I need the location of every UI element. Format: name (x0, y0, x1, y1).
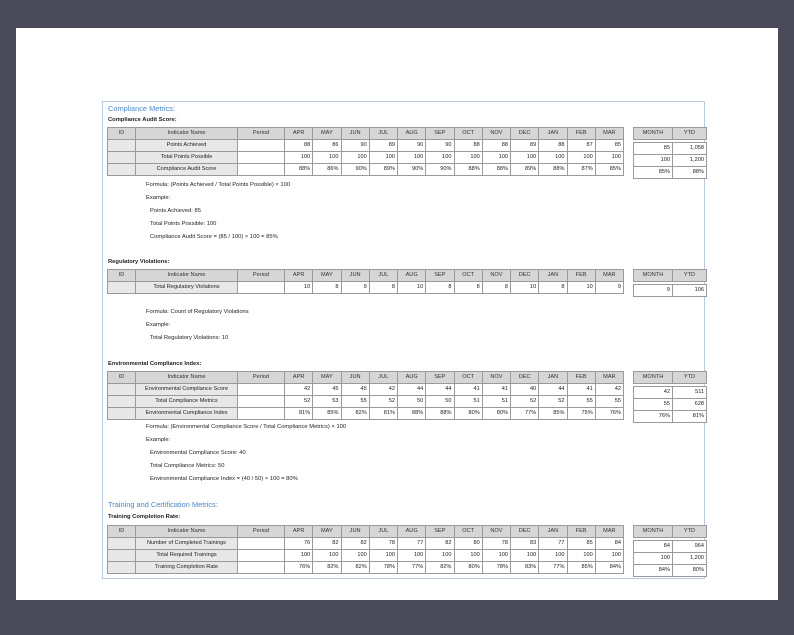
violations-example-label: Example: (146, 322, 171, 328)
header-month-total: MONTH (634, 372, 673, 384)
value-cell-feb: 100 (567, 152, 595, 164)
value-cell-nov: 41 (482, 384, 510, 396)
header-month-jul: JUL (369, 526, 397, 538)
value-cell-mar: 84% (595, 562, 623, 574)
audit-score-title: Compliance Audit Score: (108, 117, 177, 123)
header-row (108, 526, 624, 538)
value-cell-nov: 100 (482, 550, 510, 562)
header-row (108, 128, 624, 140)
value-cell-mar: 100 (595, 152, 623, 164)
value-cell-dec: 83% (511, 562, 539, 574)
indicator-name: Total Compliance Metrics (136, 396, 238, 408)
value-cell-jul: 52 (369, 396, 397, 408)
value-cell-oct: 41 (454, 384, 482, 396)
indicator-name: Total Regulatory Violations (136, 282, 238, 294)
value-cell-mar: 76% (595, 408, 623, 420)
header-month-may: MAY (313, 270, 341, 282)
audit-formula: Formula: (Points Achieved / Total Points Possible) × 100 (146, 182, 291, 188)
summary-row (634, 167, 707, 179)
value-cell-apr: 100 (285, 152, 313, 164)
header-month-apr: APR (285, 526, 313, 538)
value-cell-aug: 10 (398, 282, 426, 294)
value-cell-may: 85% (313, 408, 341, 420)
header-month-mar: MAR (595, 128, 623, 140)
value-cell-apr: 52 (285, 396, 313, 408)
header-month-jun: JUN (341, 128, 369, 140)
value-cell-feb: 87% (567, 164, 595, 176)
summary-row (634, 143, 707, 155)
table-row (108, 282, 624, 294)
value-cell-feb: 75% (567, 408, 595, 420)
document-frame (102, 101, 705, 579)
audit-example-label: Example: (146, 195, 171, 201)
audit-example-line-1: Points Achieved: 85 (150, 208, 201, 214)
header-month-dec: DEC (511, 526, 539, 538)
header-month-oct: OCT (454, 526, 482, 538)
environmental-example-line-3: Environmental Compliance Index = (40 / 50) × 100 = 80% (150, 476, 298, 482)
summary-row (634, 553, 707, 565)
header-month-feb: FEB (567, 270, 595, 282)
value-cell-aug: 90% (398, 164, 426, 176)
header-period: Period (238, 270, 285, 282)
header-month-jan: JAN (539, 128, 567, 140)
ytd-value: 964 (673, 541, 707, 553)
value-cell-jan: 88% (539, 164, 567, 176)
indicator-name: Total Required Trainings (136, 550, 238, 562)
value-cell-aug: 88% (398, 408, 426, 420)
value-cell-jun: 100 (341, 152, 369, 164)
violations-table (107, 269, 624, 294)
value-cell-sep: 100 (426, 550, 454, 562)
header-row (108, 270, 624, 282)
header-id: ID (108, 270, 136, 282)
value-cell-mar: 55 (595, 396, 623, 408)
value-cell-jan: 8 (539, 282, 567, 294)
ytd-value: 1,200 (673, 553, 707, 565)
table-row (108, 538, 624, 550)
header-month-oct: OCT (454, 270, 482, 282)
header-month-aug: AUG (398, 526, 426, 538)
value-cell-apr: 88 (285, 140, 313, 152)
value-cell-mar: 100 (595, 550, 623, 562)
value-cell-jun: 90 (341, 140, 369, 152)
ytd-value: 88% (673, 167, 707, 179)
table-row (108, 140, 624, 152)
indicator-name: Points Achieved (136, 140, 238, 152)
value-cell-jun: 45 (341, 384, 369, 396)
summary-row (634, 541, 707, 553)
header-month-aug: AUG (398, 372, 426, 384)
period-cell (238, 384, 285, 396)
header-month-aug: AUG (398, 128, 426, 140)
period-cell (238, 562, 285, 574)
value-cell-apr: 42 (285, 384, 313, 396)
header-indicator-name: Indicator Name (136, 526, 238, 538)
row-id-cell (108, 140, 136, 152)
value-cell-apr: 81% (285, 408, 313, 420)
header-month-aug: AUG (398, 270, 426, 282)
value-cell-apr: 88% (285, 164, 313, 176)
summary-row (634, 285, 707, 297)
value-cell-nov: 88% (482, 164, 510, 176)
value-cell-feb: 100 (567, 550, 595, 562)
header-month-jan: JAN (539, 526, 567, 538)
environmental-formula: Formula: (Environmental Compliance Score / Total Compliance Metrics) × 100 (146, 424, 347, 430)
summary-header-row (634, 128, 707, 140)
ytd-value: 1,058 (673, 143, 707, 155)
value-cell-aug: 100 (398, 152, 426, 164)
header-indicator-name: Indicator Name (136, 128, 238, 140)
value-cell-mar: 42 (595, 384, 623, 396)
value-cell-may: 45 (313, 384, 341, 396)
value-cell-jun: 55 (341, 396, 369, 408)
indicator-name: Total Points Possible (136, 152, 238, 164)
value-cell-aug: 77 (398, 538, 426, 550)
header-month-jan: JAN (539, 270, 567, 282)
value-cell-dec: 52 (511, 396, 539, 408)
summary-header-row (634, 270, 707, 282)
environmental-example-line-1: Environmental Compliance Score: 40 (150, 450, 246, 456)
period-cell (238, 164, 285, 176)
header-month-nov: NOV (482, 526, 510, 538)
header-period: Period (238, 372, 285, 384)
value-cell-nov: 8 (482, 282, 510, 294)
value-cell-sep: 44 (426, 384, 454, 396)
header-month-total: MONTH (634, 128, 673, 140)
value-cell-mar: 9 (595, 282, 623, 294)
header-month-jun: JUN (341, 270, 369, 282)
value-cell-may: 100 (313, 152, 341, 164)
violations-summary (633, 269, 707, 297)
row-id-cell (108, 152, 136, 164)
value-cell-sep: 82 (426, 538, 454, 550)
header-month-apr: APR (285, 372, 313, 384)
environmental-title: Environmental Compliance Index: (108, 361, 202, 367)
value-cell-aug: 44 (398, 384, 426, 396)
header-month-sep: SEP (426, 270, 454, 282)
section-title-compliance: Compliance Metrics: (108, 104, 175, 113)
value-cell-jul: 8 (369, 282, 397, 294)
header-month-feb: FEB (567, 372, 595, 384)
value-cell-dec: 100 (511, 550, 539, 562)
value-cell-sep: 90 (426, 140, 454, 152)
month-value: 100 (634, 553, 673, 565)
value-cell-jun: 82% (341, 408, 369, 420)
training-summary (633, 525, 707, 577)
header-ytd: YTD (673, 372, 707, 384)
ytd-value: 628 (673, 399, 707, 411)
ytd-value: 511 (673, 387, 707, 399)
value-cell-dec: 40 (511, 384, 539, 396)
indicator-name: Environmental Compliance Index (136, 408, 238, 420)
environmental-example-line-2: Total Compliance Metrics: 50 (150, 463, 225, 469)
value-cell-jul: 89% (369, 164, 397, 176)
table-header (108, 128, 624, 140)
value-cell-oct: 8 (454, 282, 482, 294)
period-cell (238, 550, 285, 562)
value-cell-dec: 83 (511, 538, 539, 550)
value-cell-oct: 100 (454, 152, 482, 164)
header-month-oct: OCT (454, 372, 482, 384)
row-id-cell (108, 408, 136, 420)
header-month-feb: FEB (567, 128, 595, 140)
header-id: ID (108, 372, 136, 384)
header-id: ID (108, 526, 136, 538)
header-month-may: MAY (313, 526, 341, 538)
indicator-name: Number of Completed Trainings (136, 538, 238, 550)
period-cell (238, 396, 285, 408)
value-cell-may: 86 (313, 140, 341, 152)
table-row (108, 152, 624, 164)
value-cell-feb: 10 (567, 282, 595, 294)
value-cell-oct: 88 (454, 140, 482, 152)
value-cell-jun: 82 (341, 538, 369, 550)
row-id-cell (108, 164, 136, 176)
header-indicator-name: Indicator Name (136, 270, 238, 282)
value-cell-sep: 88% (426, 408, 454, 420)
value-cell-aug: 50 (398, 396, 426, 408)
value-cell-oct: 80% (454, 562, 482, 574)
table-row (108, 396, 624, 408)
header-month-jul: JUL (369, 270, 397, 282)
value-cell-jan: 100 (539, 152, 567, 164)
ytd-value: 80% (673, 565, 707, 577)
month-value: 84 (634, 541, 673, 553)
value-cell-mar: 85 (595, 140, 623, 152)
value-cell-jun: 9 (341, 282, 369, 294)
header-month-jul: JUL (369, 372, 397, 384)
value-cell-jul: 81% (369, 408, 397, 420)
value-cell-may: 82 (313, 538, 341, 550)
value-cell-sep: 50 (426, 396, 454, 408)
header-period: Period (238, 128, 285, 140)
row-id-cell (108, 550, 136, 562)
value-cell-nov: 78 (482, 538, 510, 550)
month-value: 9 (634, 285, 673, 297)
period-cell (238, 408, 285, 420)
header-month-oct: OCT (454, 128, 482, 140)
value-cell-jul: 100 (369, 152, 397, 164)
indicator-name: Training Completion Rate (136, 562, 238, 574)
value-cell-may: 86% (313, 164, 341, 176)
value-cell-feb: 87 (567, 140, 595, 152)
month-value: 85% (634, 167, 673, 179)
audit-score-table (107, 127, 624, 176)
period-cell (238, 282, 285, 294)
value-cell-aug: 77% (398, 562, 426, 574)
value-cell-apr: 76% (285, 562, 313, 574)
month-value: 55 (634, 399, 673, 411)
header-month-sep: SEP (426, 128, 454, 140)
table-row (108, 408, 624, 420)
table-row (108, 562, 624, 574)
header-month-mar: MAR (595, 372, 623, 384)
summary-header-row (634, 526, 707, 538)
value-cell-apr: 10 (285, 282, 313, 294)
value-cell-may: 8 (313, 282, 341, 294)
header-month-mar: MAR (595, 526, 623, 538)
header-month-nov: NOV (482, 128, 510, 140)
value-cell-jul: 42 (369, 384, 397, 396)
environmental-example-label: Example: (146, 437, 171, 443)
value-cell-nov: 100 (482, 152, 510, 164)
header-month-apr: APR (285, 128, 313, 140)
header-month-dec: DEC (511, 372, 539, 384)
month-value: 84% (634, 565, 673, 577)
value-cell-dec: 100 (511, 152, 539, 164)
value-cell-nov: 51 (482, 396, 510, 408)
ytd-value: 106 (673, 285, 707, 297)
header-month-jan: JAN (539, 372, 567, 384)
value-cell-jul: 78% (369, 562, 397, 574)
value-cell-feb: 41 (567, 384, 595, 396)
period-cell (238, 152, 285, 164)
value-cell-jan: 88 (539, 140, 567, 152)
value-cell-oct: 88% (454, 164, 482, 176)
indicator-name: Compliance Audit Score (136, 164, 238, 176)
month-value: 76% (634, 411, 673, 423)
violations-title: Regulatory Violations: (108, 259, 170, 265)
value-cell-oct: 100 (454, 550, 482, 562)
violations-formula: Formula: Count of Regulatory Violations (146, 309, 249, 315)
summary-row (634, 155, 707, 167)
indicator-name: Environmental Compliance Score (136, 384, 238, 396)
header-month-apr: APR (285, 270, 313, 282)
header-month-sep: SEP (426, 526, 454, 538)
value-cell-oct: 80% (454, 408, 482, 420)
header-row (108, 372, 624, 384)
value-cell-dec: 89% (511, 164, 539, 176)
value-cell-jun: 82% (341, 562, 369, 574)
value-cell-feb: 85 (567, 538, 595, 550)
header-ytd: YTD (673, 526, 707, 538)
audit-example-line-3: Compliance Audit Score = (85 / 100) × 100 = 85% (150, 234, 278, 240)
row-id-cell (108, 562, 136, 574)
period-cell (238, 140, 285, 152)
header-month-dec: DEC (511, 270, 539, 282)
value-cell-jan: 44 (539, 384, 567, 396)
value-cell-may: 53 (313, 396, 341, 408)
header-month-feb: FEB (567, 526, 595, 538)
value-cell-feb: 85% (567, 562, 595, 574)
value-cell-jan: 52 (539, 396, 567, 408)
summary-row (634, 387, 707, 399)
table-row (108, 384, 624, 396)
header-month-nov: NOV (482, 270, 510, 282)
training-table (107, 525, 624, 574)
summary-header-row (634, 372, 707, 384)
value-cell-oct: 51 (454, 396, 482, 408)
value-cell-may: 100 (313, 550, 341, 562)
header-month-may: MAY (313, 128, 341, 140)
value-cell-sep: 100 (426, 152, 454, 164)
value-cell-may: 82% (313, 562, 341, 574)
header-month-sep: SEP (426, 372, 454, 384)
summary-row (634, 399, 707, 411)
paper-sheet (16, 28, 778, 600)
value-cell-oct: 80 (454, 538, 482, 550)
ytd-value: 1,200 (673, 155, 707, 167)
value-cell-apr: 100 (285, 550, 313, 562)
summary-row (634, 411, 707, 423)
table-row (108, 550, 624, 562)
month-value: 85 (634, 143, 673, 155)
header-ytd: YTD (673, 270, 707, 282)
month-value: 42 (634, 387, 673, 399)
row-id-cell (108, 282, 136, 294)
value-cell-dec: 89 (511, 140, 539, 152)
header-month-mar: MAR (595, 270, 623, 282)
value-cell-jun: 100 (341, 550, 369, 562)
section-title-training: Training and Certification Metrics: (108, 500, 218, 509)
value-cell-dec: 77% (511, 408, 539, 420)
header-month-jul: JUL (369, 128, 397, 140)
value-cell-jul: 89 (369, 140, 397, 152)
value-cell-sep: 90% (426, 164, 454, 176)
value-cell-sep: 82% (426, 562, 454, 574)
ytd-value: 81% (673, 411, 707, 423)
summary-row (634, 565, 707, 577)
header-period: Period (238, 526, 285, 538)
audit-score-summary (633, 127, 707, 179)
value-cell-mar: 85% (595, 164, 623, 176)
header-month-nov: NOV (482, 372, 510, 384)
value-cell-sep: 8 (426, 282, 454, 294)
header-indicator-name: Indicator Name (136, 372, 238, 384)
header-month-dec: DEC (511, 128, 539, 140)
value-cell-mar: 84 (595, 538, 623, 550)
value-cell-dec: 10 (511, 282, 539, 294)
environmental-table (107, 371, 624, 420)
value-cell-jan: 100 (539, 550, 567, 562)
value-cell-nov: 88 (482, 140, 510, 152)
value-cell-aug: 100 (398, 550, 426, 562)
audit-example-line-2: Total Points Possible: 100 (150, 221, 217, 227)
value-cell-jul: 78 (369, 538, 397, 550)
environmental-summary (633, 371, 707, 423)
header-id: ID (108, 128, 136, 140)
row-id-cell (108, 538, 136, 550)
header-month-jun: JUN (341, 372, 369, 384)
period-cell (238, 538, 285, 550)
row-id-cell (108, 384, 136, 396)
value-cell-jan: 77% (539, 562, 567, 574)
training-title: Training Completion Rate: (108, 514, 181, 520)
header-month-total: MONTH (634, 270, 673, 282)
value-cell-jan: 85% (539, 408, 567, 420)
value-cell-jun: 90% (341, 164, 369, 176)
header-month-jun: JUN (341, 526, 369, 538)
value-cell-feb: 55 (567, 396, 595, 408)
header-ytd: YTD (673, 128, 707, 140)
month-value: 100 (634, 155, 673, 167)
value-cell-jan: 77 (539, 538, 567, 550)
header-month-may: MAY (313, 372, 341, 384)
row-id-cell (108, 396, 136, 408)
value-cell-apr: 76 (285, 538, 313, 550)
value-cell-nov: 78% (482, 562, 510, 574)
value-cell-jul: 100 (369, 550, 397, 562)
header-month-total: MONTH (634, 526, 673, 538)
violations-example-line-1: Total Regulatory Violations: 10 (150, 335, 229, 341)
value-cell-nov: 80% (482, 408, 510, 420)
value-cell-aug: 90 (398, 140, 426, 152)
table-row (108, 164, 624, 176)
